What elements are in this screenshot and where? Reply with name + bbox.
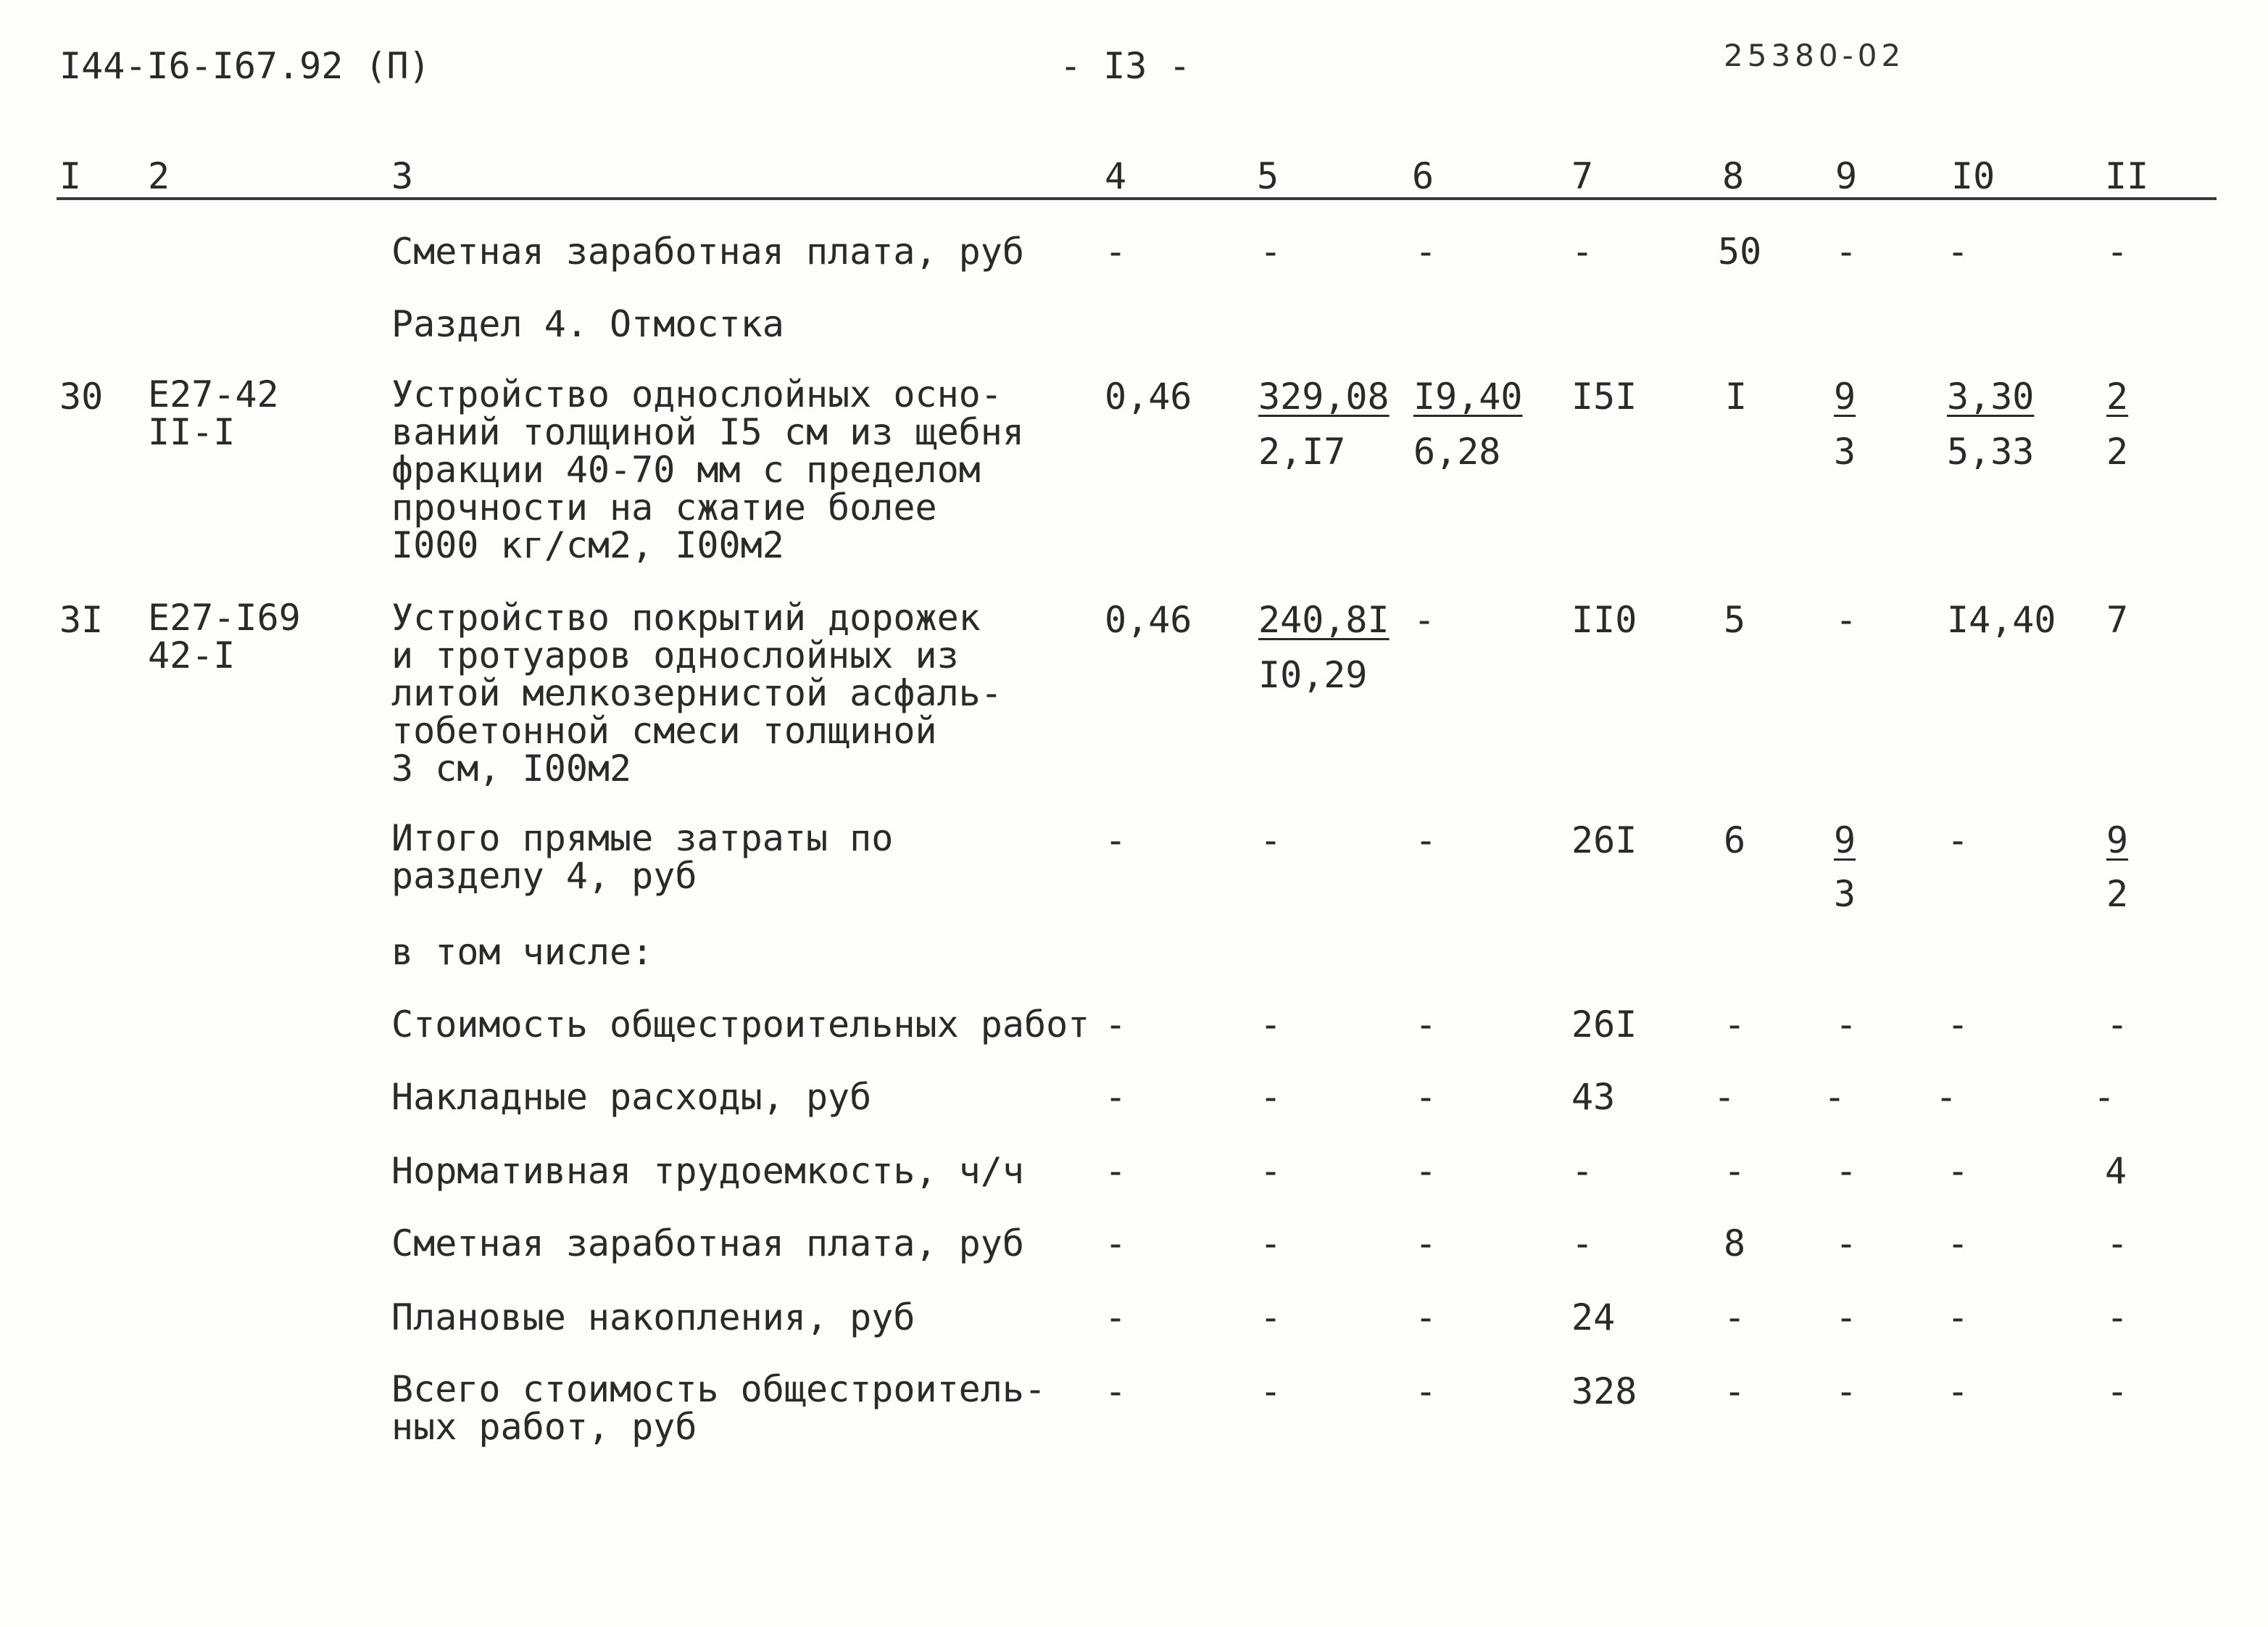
cell-col-7: - xyxy=(1571,1150,1594,1192)
cell-col-4: - xyxy=(1105,231,1127,273)
cell-col-5-bottom: 2,I7 xyxy=(1258,431,1346,473)
row-name: Всего стоимость общестроитель- ных работ, руб xyxy=(391,1368,1047,1448)
column-header-4: 4 xyxy=(1105,155,1127,197)
column-header-11: II xyxy=(2105,155,2149,197)
cell-col-11: - xyxy=(2106,1296,2129,1338)
column-header-2: 2 xyxy=(148,155,170,197)
cell-col-11-bottom: 2 xyxy=(2106,873,2129,915)
row-code: Е27-42 II-I xyxy=(148,373,279,453)
cell-col-8: - xyxy=(1724,1003,1746,1046)
cell-col-10: - xyxy=(1947,231,1969,273)
cell-col-11: 7 xyxy=(2106,599,2129,641)
cell-col-5: - xyxy=(1260,231,1282,273)
cell-col-7: 328 xyxy=(1571,1370,1637,1412)
cell-col-6: - xyxy=(1415,819,1437,861)
row-name: Итого прямые затраты по разделу 4, руб xyxy=(391,817,894,897)
cell-col-4: - xyxy=(1105,1370,1127,1412)
cell-col-4: - xyxy=(1105,1222,1127,1264)
cell-col-5: - xyxy=(1260,1296,1282,1338)
cell-col-7: 26I xyxy=(1571,1003,1637,1046)
cell-col-8: 50 xyxy=(1718,231,1762,273)
cell-col-9: - xyxy=(1835,1150,1858,1192)
document-code: I44-I6-I67.92 (П) xyxy=(59,45,431,87)
cell-col-5: - xyxy=(1260,1003,1282,1046)
page-number: - I3 - xyxy=(1060,45,1191,87)
cell-col-8: - xyxy=(1724,1370,1746,1412)
column-header-1: I xyxy=(59,155,82,197)
header-rule xyxy=(57,197,2217,200)
cell-col-9: - xyxy=(1835,1003,1858,1046)
row-name: Сметная заработная плата, руб xyxy=(391,1222,1024,1264)
section-heading: Раздел 4. Отмостка xyxy=(391,303,784,345)
row-name: Стоимость общестроительных работ xyxy=(391,1003,1090,1046)
row-number: 30 xyxy=(59,376,104,418)
column-header-5: 5 xyxy=(1257,155,1279,197)
cell-col-10: - xyxy=(1947,1296,1969,1338)
column-header-10: I0 xyxy=(1951,155,1995,197)
cell-col-5: - xyxy=(1260,1150,1282,1192)
row-name: Нормативная трудоемкость, ч/ч xyxy=(391,1150,1024,1192)
cell-col-10: - xyxy=(1947,819,1969,861)
column-header-7: 7 xyxy=(1571,155,1594,197)
cell-col-9: - xyxy=(1835,1222,1858,1264)
cell-col-11: - xyxy=(2106,1370,2129,1412)
row-name: Плановые накопления, руб xyxy=(391,1296,915,1338)
cell-col-5: - xyxy=(1260,1222,1282,1264)
cell-col-10: I4,40 xyxy=(1947,599,2056,641)
cell-col-5-top: 329,08 xyxy=(1258,376,1390,418)
cell-col-10: - xyxy=(1947,1370,1969,1412)
cell-col-11-top: 2 xyxy=(2106,376,2129,418)
column-header-8: 8 xyxy=(1722,155,1745,197)
cell-col-8: 5 xyxy=(1724,599,1746,641)
cell-col-11-top: 9 xyxy=(2106,819,2129,861)
cell-col-10-bottom: 5,33 xyxy=(1947,431,2035,473)
cell-col-7: 24 xyxy=(1571,1296,1616,1338)
cell-col-11: - xyxy=(2093,1076,2116,1118)
cell-col-10: - xyxy=(1947,1150,1969,1192)
cell-col-5: - xyxy=(1260,1370,1282,1412)
cell-col-6-bottom: 6,28 xyxy=(1413,431,1501,473)
cell-col-11: 4 xyxy=(2105,1150,2127,1192)
cell-col-11: - xyxy=(2106,1222,2129,1264)
cell-col-8: I xyxy=(1725,376,1748,418)
cell-col-11-bottom: 2 xyxy=(2106,431,2129,473)
cell-col-5: - xyxy=(1260,1076,1282,1118)
cell-col-5-top: 240,8I xyxy=(1258,599,1390,641)
cell-col-6: - xyxy=(1415,1296,1437,1338)
cell-col-4: - xyxy=(1105,1076,1127,1118)
cell-col-9: - xyxy=(1835,1296,1858,1338)
cell-col-9-top: 9 xyxy=(1834,819,1856,861)
cell-col-6: - xyxy=(1415,231,1437,273)
cell-col-10-top: 3,30 xyxy=(1947,376,2035,418)
cell-col-7: 43 xyxy=(1571,1076,1616,1118)
cell-col-8: 8 xyxy=(1724,1222,1746,1264)
cell-col-8: - xyxy=(1724,1150,1746,1192)
row-name: Устройство однослойных осно- ваний толщиной I5 см из щебня фракции 40-70 мм с пределом прочности на сжатие более I000 кг/см2, I00м2 xyxy=(391,373,1024,566)
cell-col-4: - xyxy=(1105,1296,1127,1338)
cell-col-6: - xyxy=(1415,1076,1437,1118)
row-name: Накладные расходы, руб xyxy=(391,1076,872,1118)
handwritten-number: 25380-02 xyxy=(1724,38,1906,73)
cell-col-11: - xyxy=(2106,1003,2129,1046)
cell-col-7: - xyxy=(1571,1222,1594,1264)
cell-col-6: - xyxy=(1413,599,1436,641)
cell-col-5: - xyxy=(1260,819,1282,861)
cell-col-6: - xyxy=(1415,1150,1437,1192)
cell-col-8: 6 xyxy=(1724,819,1746,861)
cell-col-5-bottom: I0,29 xyxy=(1258,654,1368,696)
cell-col-9: - xyxy=(1835,1370,1858,1412)
cell-col-4: - xyxy=(1105,1150,1127,1192)
cell-col-9-bottom: 3 xyxy=(1834,431,1856,473)
cell-col-10: - xyxy=(1947,1003,1969,1046)
cell-col-10: - xyxy=(1947,1222,1969,1264)
row-name: Устройство покрытий дорожек и тротуаров однослойных из литой мелкозернистой асфаль- тобетонной смеси толщиной 3 см, I00м2 xyxy=(391,597,1002,790)
cell-col-9-top: 9 xyxy=(1834,376,1856,418)
cell-col-4: 0,46 xyxy=(1105,599,1192,641)
cell-col-4: - xyxy=(1105,819,1127,861)
subtotal-label: в том числе: xyxy=(391,931,654,973)
column-header-3: 3 xyxy=(391,155,414,197)
cell-col-6: - xyxy=(1415,1003,1437,1046)
column-header-6: 6 xyxy=(1412,155,1434,197)
cell-col-6: - xyxy=(1415,1370,1437,1412)
cell-col-6: - xyxy=(1415,1222,1437,1264)
row-number: 3I xyxy=(59,599,104,641)
cell-col-11: - xyxy=(2106,231,2129,273)
cell-col-9: - xyxy=(1835,231,1858,273)
row-code: Е27-I69 42-I xyxy=(148,597,301,676)
cell-col-6-top: I9,40 xyxy=(1413,376,1523,418)
cell-col-7: I5I xyxy=(1571,376,1637,418)
cell-col-4: 0,46 xyxy=(1105,376,1192,418)
cell-col-7: II0 xyxy=(1571,599,1637,641)
cell-col-10: - xyxy=(1935,1076,1958,1118)
cell-col-9: - xyxy=(1835,599,1858,641)
cell-col-7: 26I xyxy=(1571,819,1637,861)
cell-col-8: - xyxy=(1724,1296,1746,1338)
column-header-9: 9 xyxy=(1835,155,1858,197)
cell-col-9-bottom: 3 xyxy=(1834,873,1856,915)
row-name: Сметная заработная плата, руб xyxy=(391,231,1024,273)
cell-col-8: - xyxy=(1714,1076,1736,1118)
cell-col-9: - xyxy=(1824,1076,1846,1118)
cell-col-7: - xyxy=(1571,231,1594,273)
cell-col-4: - xyxy=(1105,1003,1127,1046)
